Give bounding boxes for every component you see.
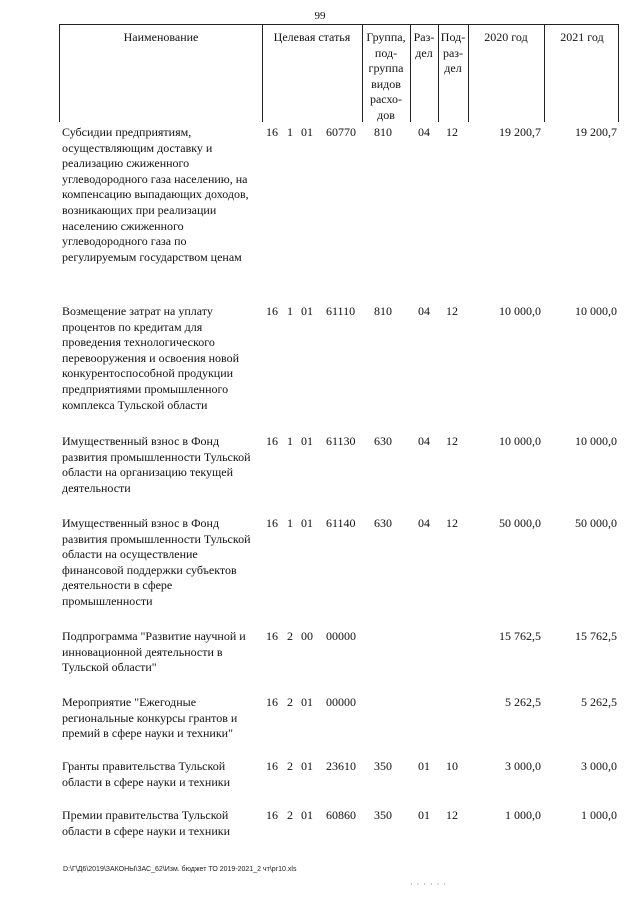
header-name: Наименование (123, 30, 199, 44)
row-name: Подпрограмма "Развитие научной и инновационной деятельности в Тульской области" (62, 629, 246, 675)
row-subsection: 12 (446, 125, 458, 139)
row-direction: 60770 (326, 125, 356, 139)
row-value-2020: 10 000,0 (499, 434, 541, 448)
header-target: Целевая статья (273, 30, 351, 44)
row-subprogram: 2 (287, 808, 293, 822)
footer-dots: · · · · · · (410, 880, 447, 889)
header-2020: 2020 год (484, 30, 528, 44)
row-section: 04 (418, 516, 430, 530)
row-subprogram: 2 (287, 695, 293, 709)
row-name: Гранты правительства Тульской области в сфере науки и техники (62, 759, 230, 789)
row-program: 16 (266, 629, 278, 643)
row-name: Возмещение затрат на уплату процентов по кредитам для проведения технологического перевооружения и освоения новой конкурентоспособной продукции предприятиями промышленного комплекса Тульской области (62, 304, 240, 412)
row-group: 630 (374, 434, 392, 448)
row-section: 01 (418, 759, 430, 773)
row-value-2021: 5 262,5 (581, 695, 617, 709)
row-measure: 01 (301, 759, 313, 773)
row-value-2020: 5 262,5 (505, 695, 541, 709)
row-value-2021: 1 000,0 (581, 808, 617, 822)
row-group: 630 (374, 516, 392, 530)
row-value-2020: 10 000,0 (499, 304, 541, 318)
row-measure: 01 (301, 695, 313, 709)
row-value-2021: 19 200,7 (575, 125, 617, 139)
row-program: 16 (266, 516, 278, 530)
row-program: 16 (266, 125, 278, 139)
row-program: 16 (266, 434, 278, 448)
row-measure: 01 (301, 434, 313, 448)
row-group: 810 (374, 125, 392, 139)
row-direction: 23610 (326, 759, 356, 773)
row-subprogram: 2 (287, 629, 293, 643)
header-section: Раз- дел (413, 30, 435, 60)
row-measure: 01 (301, 304, 313, 318)
row-group: 350 (374, 808, 392, 822)
header-group: Группа, под- группа видов расхо- дов (366, 30, 406, 122)
page-number: 99 (314, 10, 326, 22)
row-direction: 00000 (326, 695, 356, 709)
row-subprogram: 1 (287, 434, 293, 448)
row-subsection: 12 (446, 434, 458, 448)
row-value-2021: 15 762,5 (575, 629, 617, 643)
row-name: Премии правительства Тульской области в сфере науки и техники (62, 808, 230, 838)
row-measure: 01 (301, 516, 313, 530)
row-program: 16 (266, 808, 278, 822)
header-subsection: Под- раз- дел (440, 30, 466, 75)
row-direction: 61110 (326, 304, 356, 318)
row-program: 16 (266, 759, 278, 773)
row-value-2021: 10 000,0 (575, 434, 617, 448)
row-subsection: 12 (446, 516, 458, 530)
row-section: 04 (418, 304, 430, 318)
row-value-2020: 50 000,0 (499, 516, 541, 530)
row-subprogram: 1 (287, 516, 293, 530)
row-subsection: 10 (446, 759, 458, 773)
row-value-2021: 50 000,0 (575, 516, 617, 530)
row-program: 16 (266, 304, 278, 318)
row-value-2021: 10 000,0 (575, 304, 617, 318)
row-measure: 01 (301, 125, 313, 139)
row-program: 16 (266, 695, 278, 709)
row-subprogram: 1 (287, 304, 293, 318)
row-section: 04 (418, 434, 430, 448)
row-direction: 60860 (326, 808, 356, 822)
row-group: 350 (374, 759, 392, 773)
row-name: Мероприятие "Ежегодные региональные конкурсы грантов и премий в сфере науки и техники" (62, 695, 238, 741)
row-name: Субсидии предприятиям, осуществляющим доставку и реализацию сжиженного углеводородного газа населению, на компенсацию выпадающих доходов, возникающих при реализации населению сжиженного углеводородного газа по регулируемым государством ценам (62, 125, 249, 264)
row-direction: 61130 (326, 434, 356, 448)
row-name: Имущественный взнос в Фонд развития промышленности Тульской области на организацию текущей деятельности (62, 434, 251, 495)
row-subprogram: 1 (287, 125, 293, 139)
row-name: Имущественный взнос в Фонд развития промышленности Тульской области на осуществление финансовой поддержки субъектов деятельности в сфере промышленности (62, 516, 251, 608)
row-value-2020: 1 000,0 (505, 808, 541, 822)
row-direction: 00000 (326, 629, 356, 643)
row-section: 04 (418, 125, 430, 139)
row-subsection: 12 (446, 304, 458, 318)
row-value-2021: 3 000,0 (581, 759, 617, 773)
row-value-2020: 3 000,0 (505, 759, 541, 773)
row-section: 01 (418, 808, 430, 822)
row-subprogram: 2 (287, 759, 293, 773)
row-value-2020: 19 200,7 (499, 125, 541, 139)
row-direction: 61140 (326, 516, 356, 530)
row-measure: 00 (301, 629, 313, 643)
file-path-footer: D:\Г\Д6\2019\ЗАКОНЫ\ЗАС_62\Изм. бюджет ТО 2019-2021_2 чт\рг10.xls (63, 866, 297, 873)
row-group: 810 (374, 304, 392, 318)
row-measure: 01 (301, 808, 313, 822)
row-subsection: 12 (446, 808, 458, 822)
header-2021: 2021 год (560, 30, 604, 44)
row-value-2020: 15 762,5 (499, 629, 541, 643)
